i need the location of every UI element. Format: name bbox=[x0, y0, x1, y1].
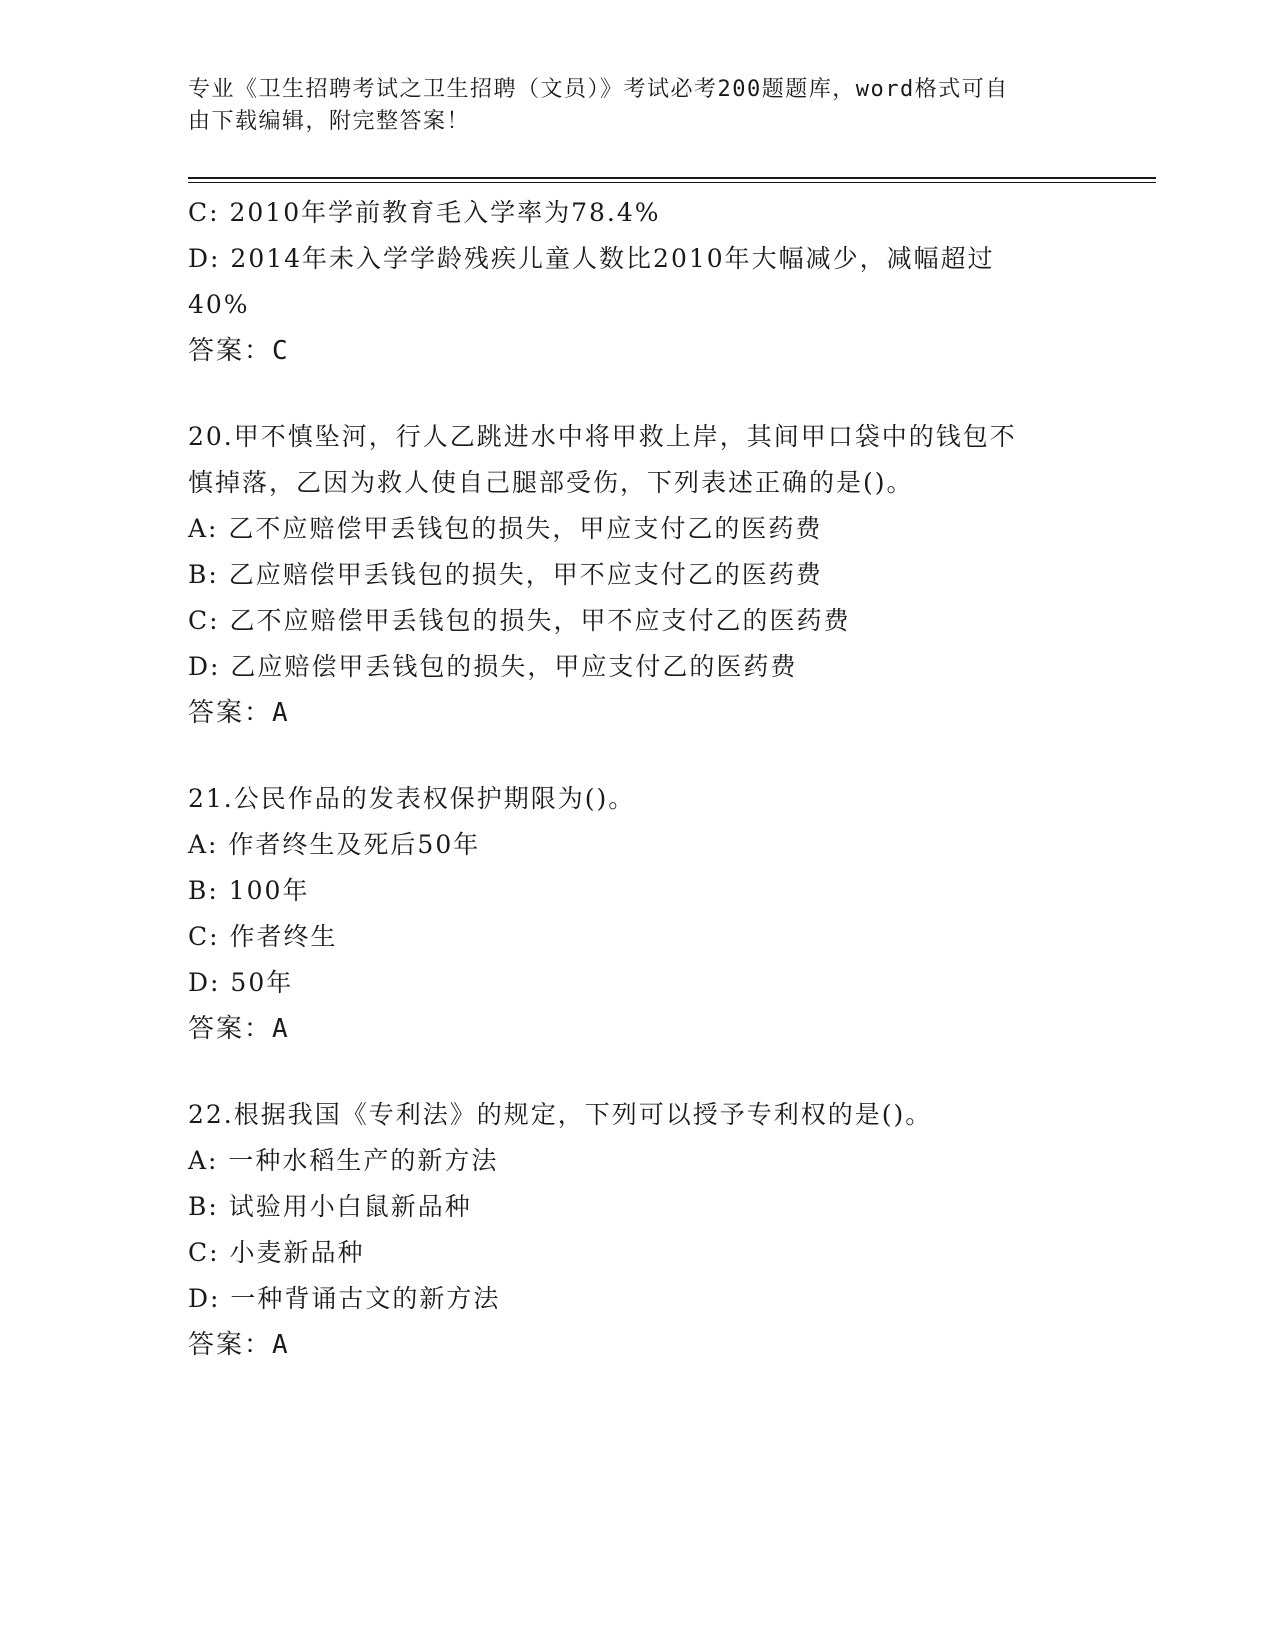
option-d: D: 一种背诵古文的新方法 bbox=[188, 1284, 501, 1313]
question-stem-continued: 慎掉落，乙因为救人使自己腿部受伤，下列表述正确的是()。 bbox=[188, 468, 914, 497]
answer: 答案：A bbox=[188, 698, 290, 728]
spacer bbox=[188, 374, 1088, 414]
option-c: C: 作者终生 bbox=[188, 922, 338, 951]
option-d-continued: 40% bbox=[188, 290, 250, 319]
header-divider-thick bbox=[188, 177, 1156, 179]
option-b: B: 100年 bbox=[188, 876, 310, 905]
option-d: D: 2014年未入学学龄残疾儿童人数比2010年大幅减少，减幅超过 bbox=[188, 244, 995, 273]
answer: 答案：C bbox=[188, 336, 290, 366]
answer: 答案：A bbox=[188, 1330, 290, 1360]
option-d: D: 乙应赔偿甲丢钱包的损失，甲应支付乙的医药费 bbox=[188, 652, 798, 681]
spacer bbox=[188, 1052, 1088, 1092]
answer: 答案：A bbox=[188, 1014, 290, 1044]
spacer bbox=[188, 736, 1088, 776]
option-b: B: 乙应赔偿甲丢钱包的损失，甲不应支付乙的医药费 bbox=[188, 560, 823, 589]
option-a: A: 一种水稻生产的新方法 bbox=[188, 1146, 499, 1175]
question-stem: 20.甲不慎坠河，行人乙跳进水中将甲救上岸，其间甲口袋中的钱包不 bbox=[188, 422, 1017, 451]
option-c: C: 小麦新品种 bbox=[188, 1238, 365, 1267]
header-line-2: 由下载编辑，附完整答案！ bbox=[188, 109, 471, 134]
document-header bbox=[188, 74, 1068, 138]
option-c: C: 2010年学前教育毛入学率为78.4% bbox=[188, 198, 661, 227]
question-stem: 22.根据我国《专利法》的规定，下列可以授予专利权的是()。 bbox=[188, 1100, 933, 1129]
option-a: A: 乙不应赔偿甲丢钱包的损失，甲应支付乙的医药费 bbox=[188, 514, 823, 543]
question-21 bbox=[188, 776, 1088, 1052]
header-divider-thin bbox=[188, 182, 1156, 183]
question-22 bbox=[188, 1092, 1088, 1368]
question-19-continuation bbox=[188, 190, 1088, 374]
option-c: C: 乙不应赔偿甲丢钱包的损失，甲不应支付乙的医药费 bbox=[188, 606, 851, 635]
option-a: A: 作者终生及死后50年 bbox=[188, 830, 481, 859]
option-d: D: 50年 bbox=[188, 968, 294, 997]
document-body bbox=[188, 190, 1088, 1368]
question-20 bbox=[188, 414, 1088, 736]
option-b: B: 试验用小白鼠新品种 bbox=[188, 1192, 472, 1221]
question-stem: 21.公民作品的发表权保护期限为()。 bbox=[188, 784, 636, 813]
header-line-1: 专业《卫生招聘考试之卫生招聘（文员）》考试必考200题题库，word格式可自 bbox=[188, 77, 1009, 102]
